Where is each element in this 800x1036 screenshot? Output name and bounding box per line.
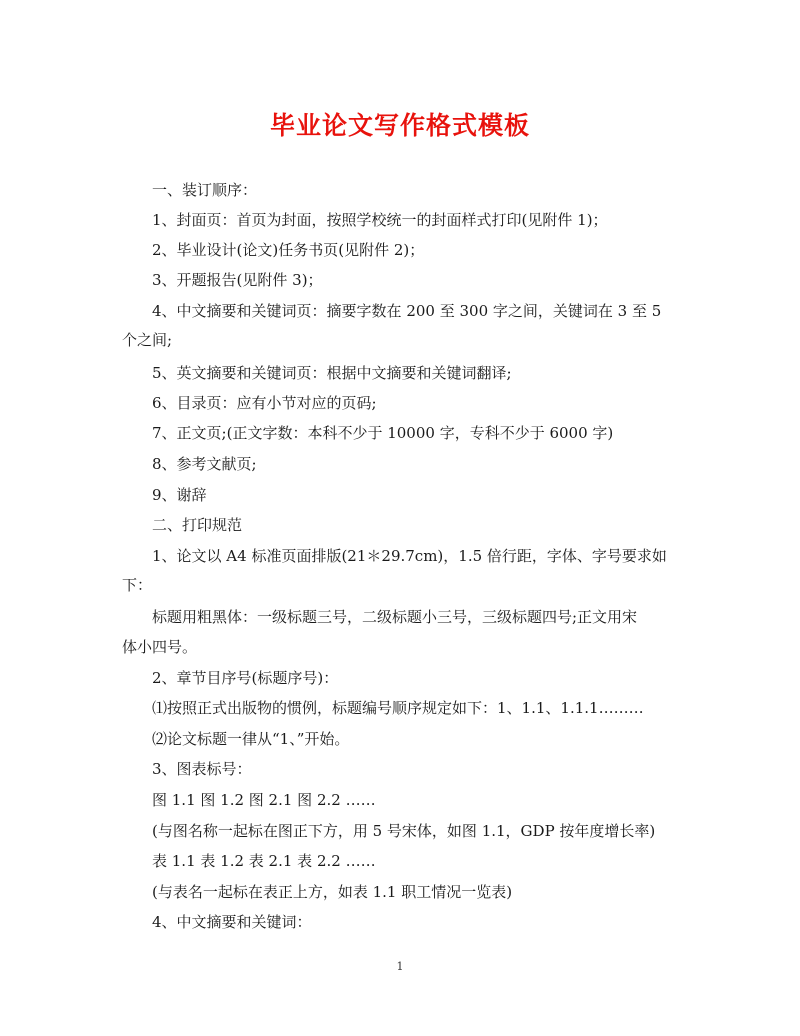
page-number: 1 bbox=[396, 960, 404, 973]
table-label-examples: 表 1.1 表 1.2 表 2.1 表 2.2 …… bbox=[152, 852, 376, 870]
table-label-note: (与表名一起标在表正上方，如表 1.1 职工情况一览表) bbox=[152, 883, 513, 901]
list-item: 1、论文以 A4 标准页面排版(21＊29.7cm)，1.5 倍行距，字体、字号要求如 bbox=[152, 547, 667, 565]
list-item: ⑴按照正式出版物的惯例，标题编号顺序规定如下：1、1.1、1.1.1……… bbox=[152, 699, 644, 717]
list-item: 3、开题报告(见附件 3)； bbox=[152, 271, 323, 289]
list-item: 6、目录页：应有小节对应的页码; bbox=[152, 394, 377, 412]
section-heading-binding-order: 一、装订顺序： bbox=[152, 181, 258, 199]
list-item: 4、中文摘要和关键词： bbox=[152, 913, 312, 931]
page-title: 毕业论文写作格式模板 bbox=[269, 111, 530, 140]
list-item: 4、中文摘要和关键词页：摘要字数在 200 至 300 字之间，关键词在 3 至 5 bbox=[152, 302, 662, 320]
paragraph-continuation: 体小四号。 bbox=[122, 638, 198, 656]
section-heading-print-spec: 二、打印规范 bbox=[152, 516, 243, 534]
figure-label-note: (与图名称一起标在图正下方，用 5 号宋体，如图 1.1，GDP 按年度增长率) bbox=[152, 822, 656, 840]
list-item: 7、正文页;(正文字数：本科不少于 10000 字，专科不少于 6000 字) bbox=[152, 424, 614, 442]
list-item: 5、英文摘要和关键词页：根据中文摘要和关键词翻译; bbox=[152, 364, 512, 382]
list-item: 2、章节目序号(标题序号)： bbox=[152, 669, 339, 687]
list-item: 3、图表标号： bbox=[152, 760, 252, 778]
figure-label-examples: 图 1.1 图 1.2 图 2.1 图 2.2 …… bbox=[152, 791, 376, 809]
list-item: 1、封面页：首页为封面，按照学校统一的封面样式打印(见附件 1)； bbox=[152, 211, 608, 229]
list-item-continuation: 个之间; bbox=[122, 331, 173, 349]
list-item: ⑵论文标题一律从“1、”开始。 bbox=[152, 730, 350, 748]
paragraph: 标题用粗黑体：一级标题三号，二级标题小三号，三级标题四号;正文用宋 bbox=[152, 608, 638, 626]
list-item: 2、毕业设计(论文)任务书页(见附件 2)； bbox=[152, 241, 425, 259]
list-item: 9、谢辞 bbox=[152, 486, 207, 504]
list-item-continuation: 下： bbox=[122, 576, 153, 594]
list-item: 8、参考文献页; bbox=[152, 455, 257, 473]
